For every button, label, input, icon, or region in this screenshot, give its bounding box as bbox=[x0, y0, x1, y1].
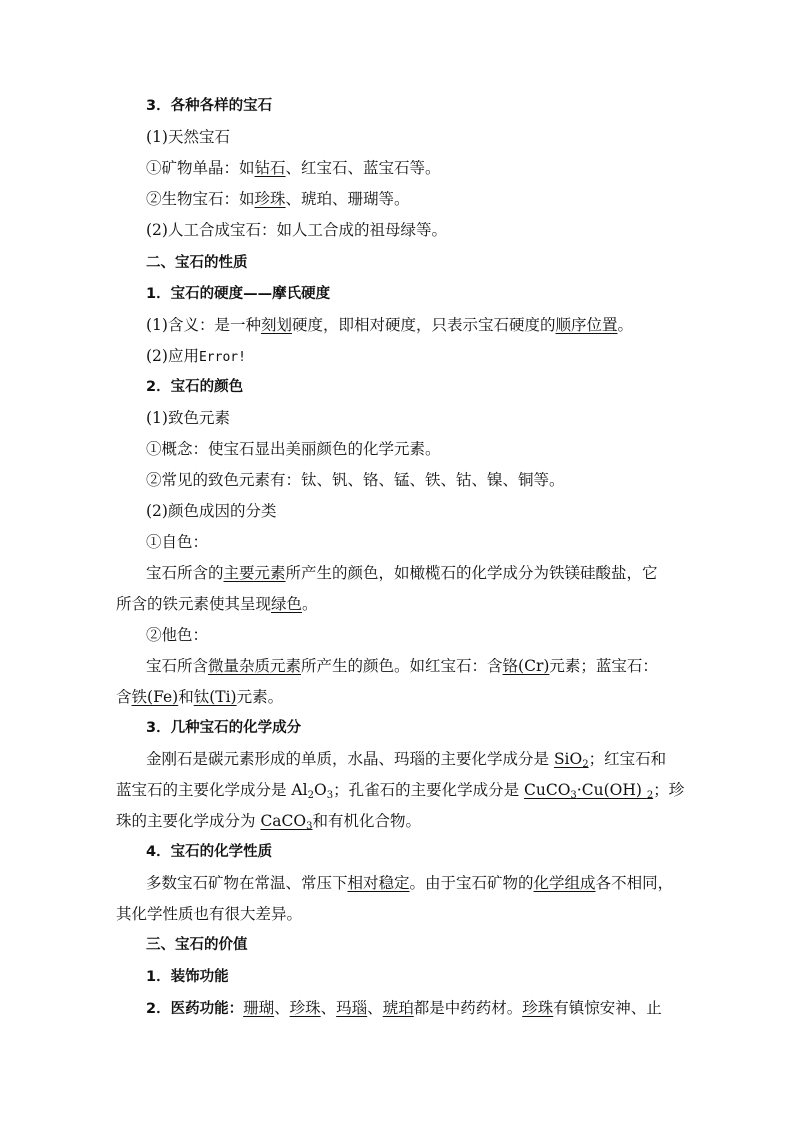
subsection-heading: 2．宝石的颜色 bbox=[146, 379, 244, 395]
text: 所产生的颜色，如橄榄石的化学成分为铁镁硅酸盐，它 bbox=[285, 564, 658, 582]
paragraph bbox=[146, 998, 686, 1019]
underlined-term: 铬(Cr) bbox=[502, 657, 550, 675]
paragraph bbox=[116, 780, 686, 800]
formula-text: ·Cu(OH) bbox=[576, 781, 647, 799]
paragraph bbox=[146, 189, 716, 209]
underlined-term: 微量杂质元素 bbox=[208, 657, 302, 675]
section-heading: 二、宝石的性质 bbox=[146, 255, 248, 271]
subscript: 3 bbox=[326, 790, 334, 801]
text: 含 bbox=[116, 688, 132, 706]
text: 都是中药药材。 bbox=[413, 999, 523, 1017]
text: ②生物宝石：如 bbox=[146, 190, 255, 208]
text: 元素。 bbox=[236, 688, 284, 706]
formula bbox=[554, 750, 589, 768]
underlined-term: 琥珀 bbox=[382, 999, 414, 1017]
text: 珠的主要化学成分为 bbox=[116, 812, 261, 830]
paragraph: (2)人工合成宝石：如人工合成的祖母绿等。 bbox=[146, 221, 447, 239]
subscript: 2 bbox=[646, 790, 654, 801]
text: 、 bbox=[274, 999, 290, 1017]
formula-text: CuCO bbox=[524, 781, 571, 799]
underlined-term: 钛(Ti) bbox=[193, 688, 237, 706]
subsection-heading: 2．医药功能： bbox=[146, 1001, 244, 1017]
paragraph bbox=[146, 656, 716, 676]
text: ；孔雀石的主要化学成分是 bbox=[333, 781, 524, 799]
underlined-term: 钻石 bbox=[254, 159, 286, 177]
text: 所含的铁元素使其呈现 bbox=[116, 595, 272, 613]
paragraph: ②常见的致色元素有：钛、钒、铬、锰、铁、钴、镍、铜等。 bbox=[146, 471, 565, 489]
underlined-term: 绿色 bbox=[271, 595, 303, 613]
underlined-term: 珊瑚 bbox=[243, 999, 275, 1017]
subscript: 3 bbox=[306, 821, 313, 832]
paragraph bbox=[116, 811, 686, 831]
text: 、 bbox=[320, 999, 337, 1017]
formula-text: SiO bbox=[553, 750, 583, 768]
paragraph bbox=[146, 315, 716, 335]
underlined-term: 顺序位置 bbox=[555, 316, 618, 334]
underlined-term: 玛瑙 bbox=[336, 999, 368, 1017]
subsection-heading: 4．宝石的化学性质 bbox=[146, 844, 273, 860]
text: 、红宝石、蓝宝石等。 bbox=[285, 159, 441, 177]
subscript: 2 bbox=[582, 759, 589, 770]
text: 、 bbox=[367, 999, 383, 1017]
formula bbox=[260, 812, 312, 830]
error-text: Error! bbox=[198, 350, 246, 365]
text: 宝石所含 bbox=[146, 657, 209, 675]
subscript: 3 bbox=[570, 790, 577, 801]
text: 金刚石是碳元素形成的单质，水晶、玛瑙的主要化学成分是 bbox=[146, 750, 554, 768]
text: 硬度，即相对硬度，只表示宝石硬度的 bbox=[291, 316, 556, 334]
subscript: 2 bbox=[307, 790, 314, 801]
subsection-heading: 1．宝石的硬度——摩氏硬度 bbox=[146, 286, 331, 302]
paragraph bbox=[146, 346, 716, 368]
section-heading: 3．各种各样的宝石 bbox=[146, 98, 273, 114]
text: ①矿物单晶：如 bbox=[146, 159, 255, 177]
paragraph bbox=[146, 749, 716, 769]
formula-text: CaCO bbox=[260, 812, 307, 830]
underlined-term: 化学组成 bbox=[533, 874, 596, 892]
paragraph bbox=[116, 687, 686, 707]
text: 多数宝石矿物在常温、常压下 bbox=[146, 874, 348, 892]
subsection-heading: 1．装饰功能 bbox=[146, 969, 229, 985]
subsection-heading: 3．几种宝石的化学成分 bbox=[146, 720, 302, 736]
text: (2)应用 bbox=[146, 347, 199, 365]
paragraph: (2)颜色成因的分类 bbox=[146, 502, 277, 520]
text: 所产生的颜色。如红宝石：含 bbox=[301, 657, 503, 675]
paragraph bbox=[146, 563, 686, 583]
text: O bbox=[313, 781, 327, 799]
text: 宝石所含的 bbox=[146, 564, 224, 582]
underlined-term: 铁(Fe) bbox=[131, 688, 179, 706]
paragraph: ①概念：使宝石显出美丽颜色的化学元素。 bbox=[146, 440, 441, 458]
underlined-term: 珍珠 bbox=[254, 190, 286, 208]
text: 。由于宝石矿物的 bbox=[409, 874, 534, 892]
text: 、琥珀、珊瑚等。 bbox=[285, 190, 410, 208]
paragraph bbox=[146, 873, 686, 893]
text: 蓝宝石的主要化学成分是 Al bbox=[116, 781, 308, 799]
text: 和有机化合物。 bbox=[312, 812, 421, 830]
underlined-term: 相对稳定 bbox=[347, 874, 410, 892]
underlined-term: 刻划 bbox=[260, 316, 292, 334]
text: ；珍 bbox=[653, 781, 685, 799]
paragraph: ②他色： bbox=[146, 626, 209, 644]
paragraph: (1)天然宝石 bbox=[146, 128, 230, 146]
text: 和 bbox=[178, 688, 194, 706]
text: (1)含义：是一种 bbox=[146, 316, 261, 334]
text: 。 bbox=[302, 595, 318, 613]
text: 有镇惊安神、止 bbox=[553, 999, 662, 1017]
paragraph: ①自色： bbox=[146, 533, 209, 551]
paragraph: (1)致色元素 bbox=[146, 409, 230, 427]
text: 元素；蓝宝石： bbox=[549, 657, 658, 675]
paragraph bbox=[146, 158, 716, 178]
text: ；红宝石和 bbox=[588, 750, 667, 768]
underlined-term: 主要元素 bbox=[223, 564, 286, 582]
formula bbox=[524, 781, 653, 799]
text: 。 bbox=[617, 316, 634, 334]
underlined-term: 珍珠 bbox=[522, 999, 554, 1017]
section-heading: 三、宝石的价值 bbox=[146, 937, 248, 953]
text: 各不相同， bbox=[595, 874, 674, 892]
paragraph: 其化学性质也有很大差异。 bbox=[116, 905, 303, 923]
underlined-term: 珍珠 bbox=[289, 999, 321, 1017]
paragraph bbox=[116, 594, 686, 614]
